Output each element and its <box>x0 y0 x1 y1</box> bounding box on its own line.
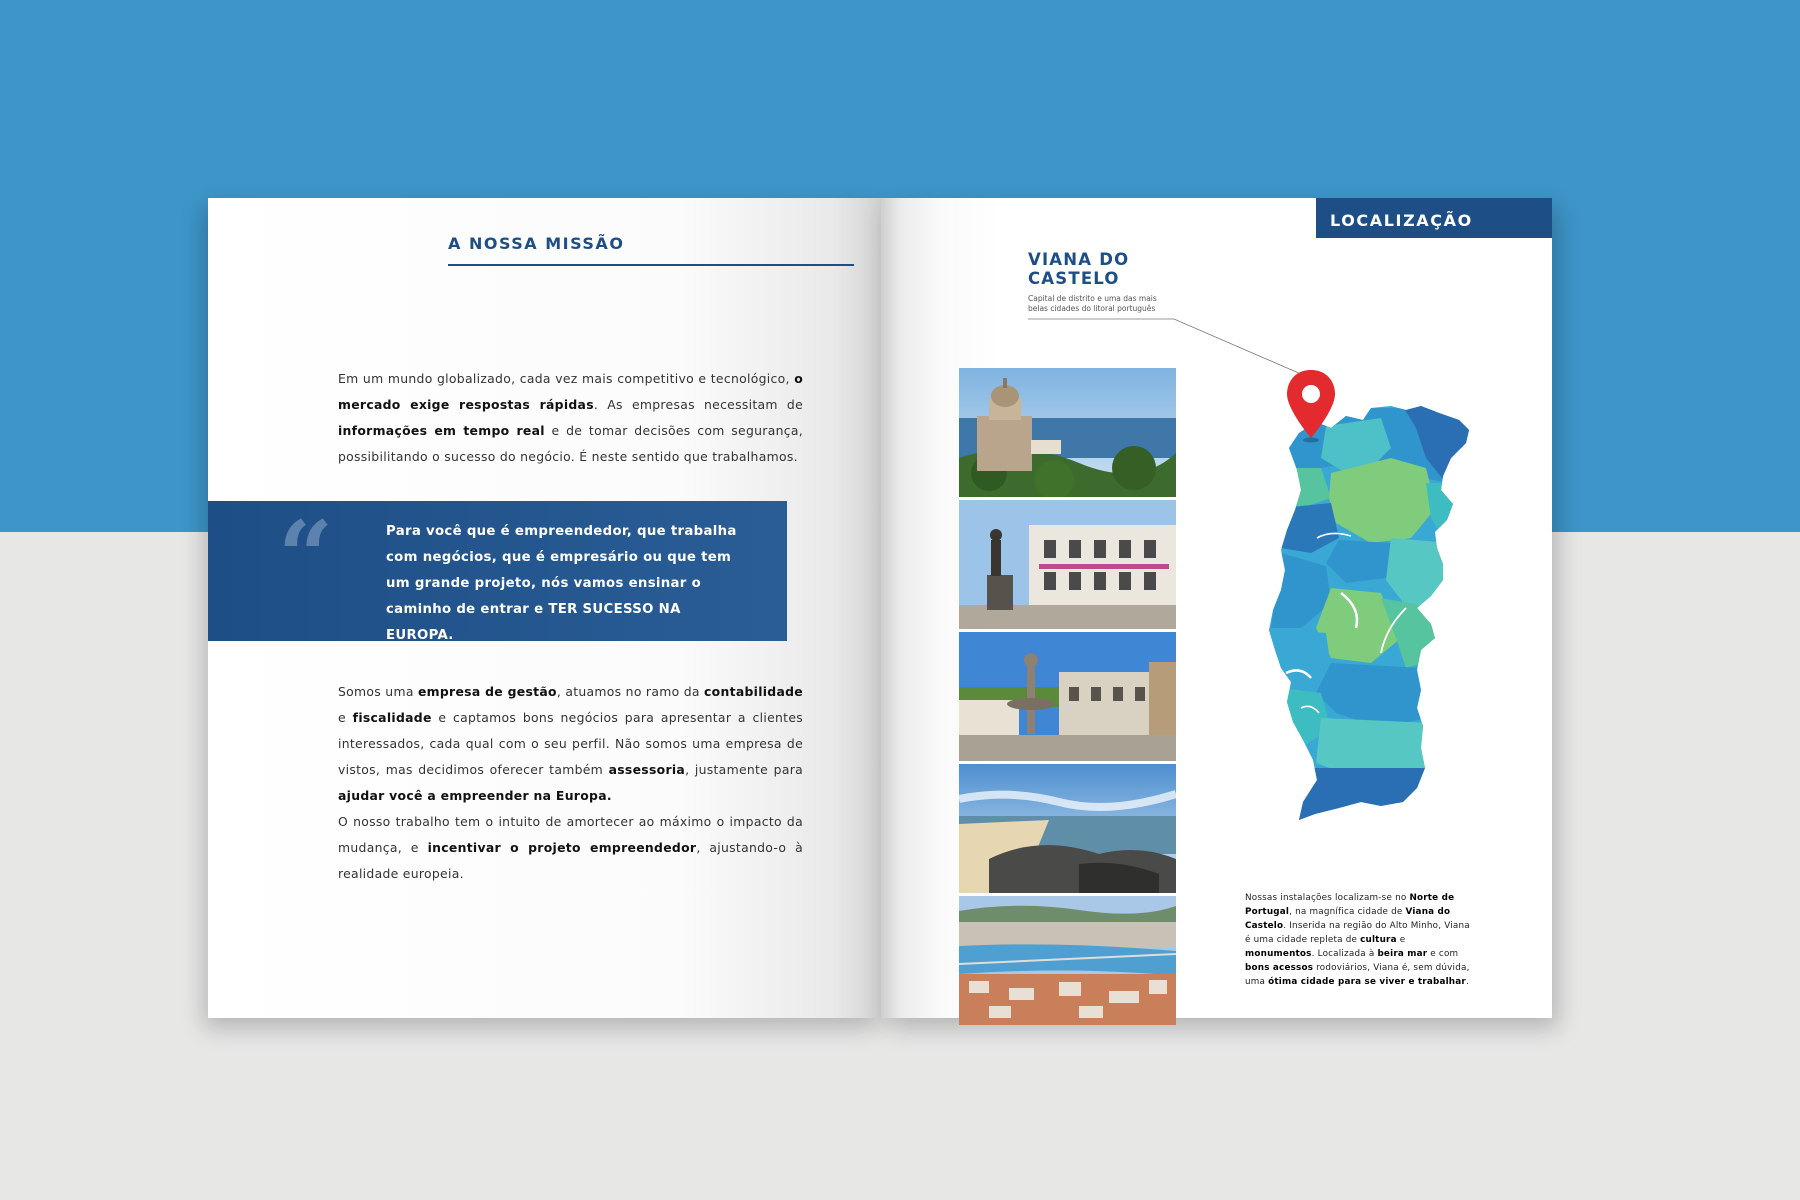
city-title: VIANA DO CASTELO <box>1028 250 1130 288</box>
portugal-map <box>1221 308 1521 868</box>
fountain-plaza-photo <box>959 632 1176 761</box>
left-page <box>208 198 881 1018</box>
basilica-photo <box>959 368 1176 497</box>
title-underline <box>448 264 854 266</box>
location-tab: LOCALIZAÇÃO <box>1316 198 1552 238</box>
quote-box <box>208 501 787 641</box>
mission-title: A NOSSA MISSÃO <box>448 234 625 253</box>
location-description: Nossas instalações localizam-se no Norte de Portugal, na magnífica cidade de Viana do Castelo. Inserida na região do Alto Minho, Viana é uma cidade repleta de cultura e monumentos. Localizada à beira mar e com bons acessos rodoviários, Viana é, sem dúvida, uma ótima cidade para se viver e trabalhar. <box>1245 893 1470 987</box>
right-page <box>881 198 1552 1018</box>
quote-text: Para você que é empreendedor, que trabalha com negócios, que é empresário ou que tem um grande projeto, nós vamos ensinar o caminho de entrar e TER SUCESSO NA EUROPA. <box>386 524 737 643</box>
town-square-statue-photo <box>959 500 1176 629</box>
quote-mark-icon: “ <box>278 500 334 613</box>
mission-paragraph-2: Somos uma empresa de gestão, atuamos no ramo da contabilidade e fiscalidade e captamos bons negócios para apresentar a clientes interessados, cada qual com o seu perfil. Não somos uma empresa de vistos, mas decidimos oferecer também assessoria, justamente para ajudar você a empreender na Europa. O nosso trabalho tem o intuito de amortecer ao máximo o impacto da mudança, e incentivar o projeto empreendedor, ajustando-o à realidade europeia. <box>338 684 804 881</box>
city-subtitle: Capital de distrito e uma das mais belas cidades do litoral português <box>1028 294 1157 313</box>
beach-rocks-photo <box>959 764 1176 893</box>
aerial-bridge-photo <box>959 896 1176 1025</box>
photo-column <box>959 368 1176 1028</box>
mission-paragraph-1: Em um mundo globalizado, cada vez mais competitivo e tecnológico, o mercado exige respostas rápidas. As empresas necessitam de informações em tempo real e de tomar decisões com segurança, possibilitando o sucesso do negócio. É neste sentido que trabalhamos. <box>338 371 804 464</box>
